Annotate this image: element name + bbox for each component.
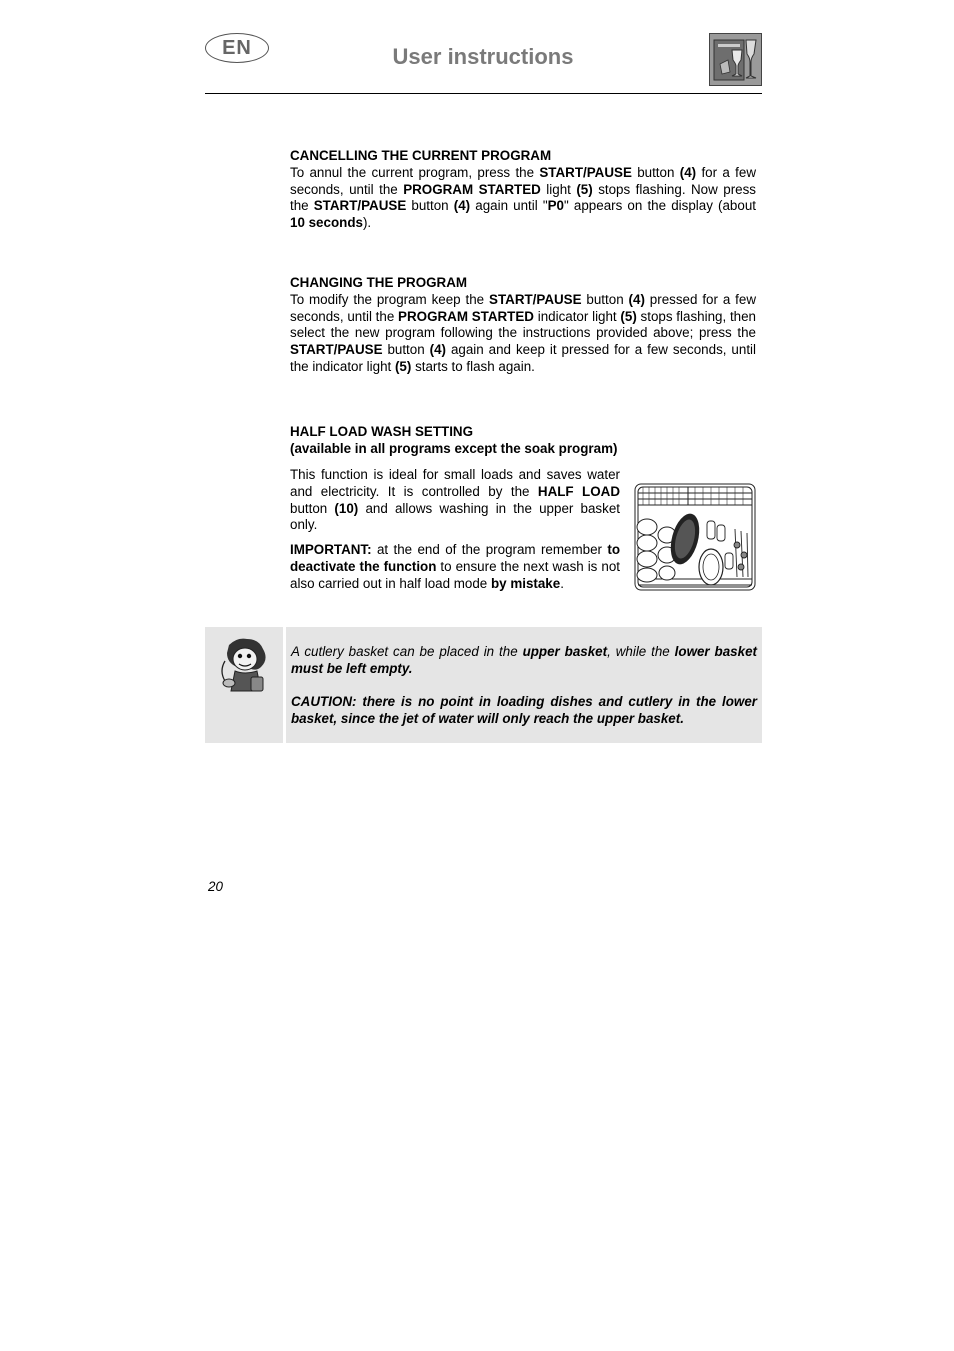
note-text bbox=[291, 644, 757, 728]
header-divider bbox=[205, 93, 762, 94]
text-run: again and keep it pressed for a few seconds, until the indicator light bbox=[290, 342, 756, 374]
text-run: " appears on the display (about bbox=[564, 198, 756, 214]
text-run: to ensure the next wash is not also carried out in half load mode bbox=[290, 558, 620, 591]
bold-run: lower basket must be left empty. bbox=[291, 644, 757, 676]
bold-run: PROGRAM STARTED bbox=[403, 181, 541, 197]
section-heading: HALF LOAD WASH SETTING bbox=[290, 424, 473, 439]
text-run: , while the bbox=[607, 644, 675, 659]
bold-run: (5) bbox=[620, 308, 637, 324]
text-run: ). bbox=[362, 215, 372, 231]
bold-run: CAUTION: there is no point in loading dishes and cutlery in the lower basket, since the jet of water will only reach the upper basket. bbox=[291, 694, 757, 727]
bold-run: (5) bbox=[394, 358, 412, 374]
text-run: stops flashing. Now press the bbox=[290, 181, 757, 214]
section-heading: CANCELLING THE CURRENT PROGRAM bbox=[290, 148, 552, 163]
bold-run: (4) bbox=[429, 342, 446, 358]
bold-run: (5) bbox=[576, 181, 593, 197]
section-change-program bbox=[290, 275, 756, 376]
note-spacer bbox=[291, 678, 757, 695]
bold-run: P0 bbox=[547, 198, 565, 214]
bold-run: HALF LOAD bbox=[537, 483, 620, 499]
bold-run: (4) bbox=[679, 164, 697, 180]
half-load-important bbox=[290, 542, 620, 592]
text-run: . bbox=[560, 575, 564, 591]
note-paragraph-cutlery bbox=[291, 644, 757, 678]
text-run: indicator light bbox=[533, 308, 621, 324]
bold-run: (4) bbox=[628, 291, 645, 307]
text-run: starts to flash again. bbox=[411, 358, 535, 374]
section-subheading: (available in all programs except the soak program) bbox=[290, 440, 618, 456]
section-cancel-program bbox=[290, 148, 756, 232]
upper-basket-illustration bbox=[633, 481, 757, 593]
text-run: button bbox=[631, 164, 680, 180]
bold-run: START/PAUSE bbox=[489, 291, 582, 307]
section-body bbox=[290, 165, 756, 232]
text-run: for a few seconds, until the bbox=[290, 164, 756, 197]
text-run: button bbox=[382, 342, 430, 358]
text-run: To modify the program keep the bbox=[290, 291, 490, 307]
bold-run: START/PAUSE bbox=[290, 342, 383, 358]
text-run: button bbox=[581, 291, 629, 307]
bold-run: IMPORTANT: bbox=[290, 542, 372, 557]
bold-run: (10) bbox=[334, 500, 359, 516]
bold-run: (4) bbox=[453, 198, 471, 214]
bold-run: by mistake bbox=[490, 575, 561, 591]
page-number: 20 bbox=[208, 879, 223, 894]
mascot-tip-icon bbox=[217, 637, 271, 695]
page-header-title: User instructions bbox=[392, 44, 574, 69]
text-run: button bbox=[406, 198, 454, 214]
section-half-load-heading bbox=[290, 424, 756, 458]
bold-run: START/PAUSE bbox=[313, 198, 407, 214]
bold-run: upper basket bbox=[522, 644, 608, 659]
text-run: at the end of the program remember bbox=[371, 542, 608, 557]
bold-run: START/PAUSE bbox=[539, 164, 632, 180]
half-load-description bbox=[290, 467, 620, 534]
note-paragraph-caution bbox=[291, 694, 757, 728]
bold-run: 10 seconds bbox=[290, 215, 363, 231]
text-run: pressed for a few seconds, until the bbox=[290, 291, 756, 324]
text-run: again until " bbox=[470, 198, 548, 214]
text-run: To annul the current program, press the bbox=[290, 164, 540, 180]
text-run: A cutlery basket can be placed in the bbox=[291, 644, 523, 659]
dishwasher-glasses-icon bbox=[709, 33, 762, 86]
text-run: stops flashing, then select the new program following the instructions provided above; press the bbox=[290, 308, 757, 341]
bold-run: PROGRAM STARTED bbox=[398, 308, 534, 324]
section-heading: CHANGING THE PROGRAM bbox=[290, 275, 468, 290]
text-run: button bbox=[290, 500, 335, 516]
text-run: This function is ideal for small loads and saves water and electricity. It is controlled by the bbox=[290, 467, 620, 499]
text-run: and allows washing in the upper basket only. bbox=[290, 500, 620, 533]
language-badge: EN bbox=[205, 33, 269, 63]
text-run: light bbox=[540, 181, 577, 197]
bold-run: to deactivate the function bbox=[290, 542, 620, 574]
section-body bbox=[290, 292, 756, 376]
